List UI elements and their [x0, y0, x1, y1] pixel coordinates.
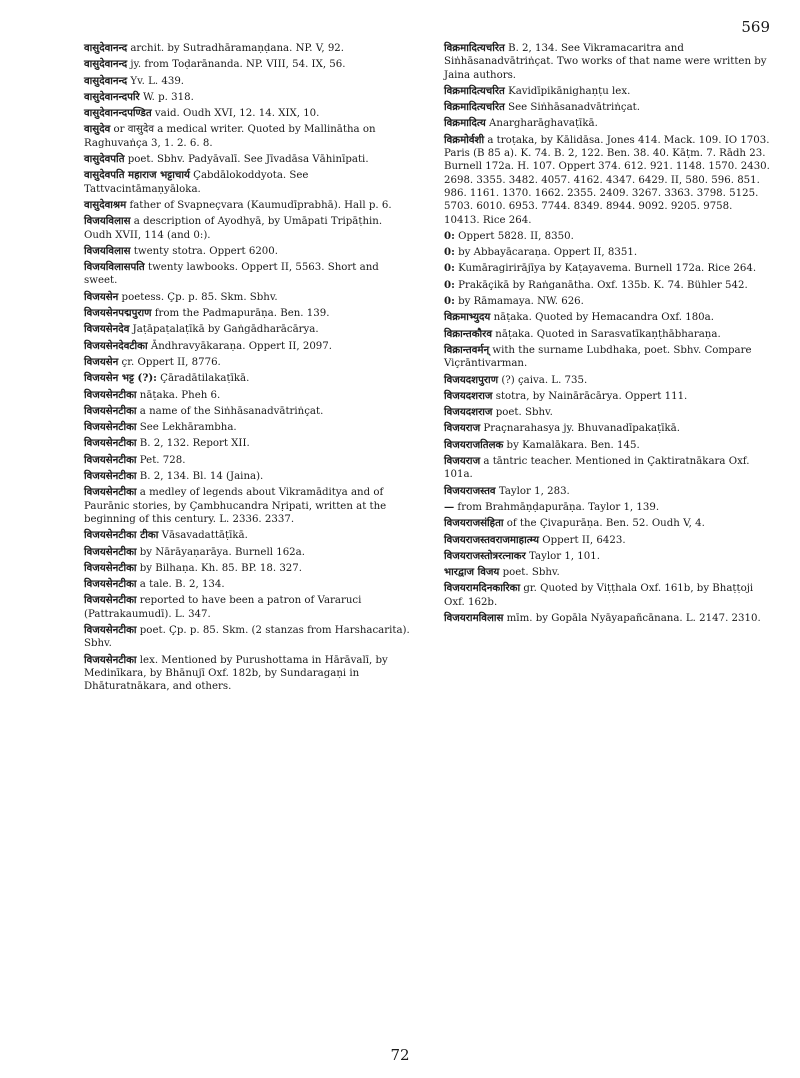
- entry-text: or वासुदेव a medical writer. Quoted by Mallinātha on Raghuvaṅça 3, 1. 2. 6. 8.: [84, 124, 376, 149]
- dictionary-entry: [444, 344, 770, 371]
- dictionary-entry: [84, 546, 410, 559]
- dictionary-entry: [444, 42, 770, 82]
- dictionary-entry: [444, 279, 770, 292]
- dictionary-entry: [84, 389, 410, 402]
- entry-headword: विजयराजस्तोत्ररत्नाकर: [444, 549, 526, 562]
- entry-headword: विक्रान्तवर्मन्: [444, 343, 490, 356]
- entry-text: poet. Sbhv.: [499, 567, 560, 579]
- entry-headword: विजयसेनटीका: [84, 545, 137, 558]
- entry-headword: विजयसेनटीका: [84, 653, 137, 666]
- dictionary-entry: [84, 356, 410, 369]
- dictionary-entry: [444, 85, 770, 98]
- entry-text: by Abbayācaraṇa. Oppert II, 8351.: [454, 247, 638, 259]
- entry-headword: विजयसेन: [84, 355, 119, 368]
- entry-text: nāṭaka. Pheh 6.: [136, 389, 221, 401]
- entry-headword: भारद्वाज विजय: [444, 566, 500, 579]
- entry-text: father of Svapneçvara (Kaumudīprabhā). Hall p. 6.: [126, 199, 392, 211]
- entry-headword: वासुदेवानन्दपरि: [84, 90, 140, 103]
- entry-text: poetess. Çp. p. 85. Skm. Sbhv.: [118, 291, 278, 303]
- entry-headword: विजयसेनपद्मपुराण: [84, 307, 152, 320]
- entry-text: B. 2, 134. Bl. 14 (Jaina).: [136, 471, 264, 483]
- entry-text: (?) çaiva. L. 735.: [498, 374, 588, 386]
- dictionary-entry: [444, 230, 770, 243]
- entry-text: B. 2, 134. See Vikramacaritra and Siṅhāsanadvātriṅçat. Two works of that name were written by Jaina authors.: [444, 43, 767, 81]
- entry-headword: विजयदशपुराण: [444, 373, 499, 386]
- entry-headword: विजयविलासपति: [84, 261, 145, 274]
- dictionary-entry: [444, 246, 770, 259]
- entry-text: from Brahmāṇḍapurāṇa. Taylor 1, 139.: [454, 501, 660, 513]
- entry-headword: विजयसेनटीका: [84, 561, 137, 574]
- entry-headword: विजयसेनटीका: [84, 594, 137, 607]
- entry-text: Çabdālokoddyota. See Tattvacintāmaṇyāloka.: [84, 170, 309, 195]
- dictionary-entry: [444, 566, 770, 579]
- entry-text: Kumāragirirājīya by Kaṭayavema. Burnell 172a. Rice 264.: [454, 263, 757, 275]
- entry-text: a name of the Siṅhāsanadvātriṅçat.: [136, 405, 324, 417]
- entry-headword: वासुदेवपति: [84, 153, 125, 166]
- entry-headword: विजयराजसंहिता: [444, 517, 504, 530]
- entry-text: Taylor 1, 101.: [525, 550, 600, 562]
- entry-headword: वासुदेवानन्द: [84, 42, 128, 54]
- entry-headword: विक्रमोर्वशी: [444, 133, 485, 146]
- dictionary-entry: [84, 58, 410, 71]
- entry-headword: विजयसेनदेव: [84, 323, 130, 336]
- right-column: [444, 42, 770, 1030]
- dictionary-entry: [84, 624, 410, 651]
- entry-headword: विजयदशराज: [444, 389, 493, 402]
- entry-text: B. 2, 132. Report XII.: [136, 438, 250, 450]
- entry-headword: विजयसेनटीका: [84, 388, 137, 401]
- entry-text: Oppert II, 6423.: [539, 534, 626, 546]
- entry-text: See Siṅhāsanadvātriṅçat.: [504, 102, 640, 114]
- entry-text: gr. Quoted by Viṭṭhala Oxf. 161b, by Bhaṭṭoji Oxf. 162b.: [444, 583, 754, 608]
- dictionary-entry: [444, 295, 770, 308]
- entry-text: Kavidīpikānighaṇṭu lex.: [504, 85, 631, 97]
- entry-headword: विक्रान्तकौरव: [444, 327, 493, 340]
- entry-text: Oppert 5828. II, 8350.: [454, 230, 574, 242]
- entry-headword: विजयदशराज: [444, 406, 493, 419]
- entry-headword: वासुदेव: [84, 123, 111, 136]
- entry-text: Taylor 1, 283.: [495, 485, 570, 497]
- entry-text: Yv. L. 439.: [127, 75, 185, 87]
- entry-text: poet. Sbhv.: [492, 407, 553, 419]
- dictionary-entry: [84, 42, 410, 55]
- entry-headword: विजयराज: [444, 422, 481, 435]
- dictionary-entry: [84, 529, 410, 542]
- dictionary-entry: [84, 421, 410, 434]
- entry-text: by Kamalākara. Ben. 145.: [503, 439, 640, 451]
- entry-headword: 0:: [444, 229, 455, 242]
- entry-headword: विजयराजतिलक: [444, 438, 504, 451]
- entry-text: Vāsavadattāṭīkā.: [158, 530, 248, 542]
- two-column-body: [84, 42, 770, 1030]
- entry-headword: —: [444, 500, 455, 513]
- dictionary-entry: [84, 123, 410, 150]
- dictionary-entry: [84, 454, 410, 467]
- dictionary-entry: [444, 582, 770, 609]
- entry-headword: वासुदेवपति महाराज भट्टाचार्य: [84, 169, 190, 182]
- entry-headword: विजयसेनटीका: [84, 421, 137, 434]
- entry-headword: विजयसेनटीका: [84, 470, 137, 483]
- dictionary-entry: [444, 612, 770, 625]
- dictionary-entry: [84, 405, 410, 418]
- page-number: 569: [741, 18, 770, 36]
- entry-text: Prakāçikā by Raṅganātha. Oxf. 135b. K. 74. Bühler 542.: [454, 279, 748, 291]
- dictionary-entry: [84, 75, 410, 88]
- entry-headword: विजयरामविलास: [444, 611, 504, 624]
- dictionary-entry: [84, 153, 410, 166]
- entry-headword: वासुदेवाश्रम: [84, 198, 127, 211]
- dictionary-entry: [444, 311, 770, 324]
- dictionary-entry: [444, 117, 770, 130]
- entry-headword: 0:: [444, 262, 455, 275]
- entry-headword: विजयविलास: [84, 215, 131, 228]
- dictionary-entry: [84, 307, 410, 320]
- entry-headword: वासुदेवानन्द: [84, 58, 128, 71]
- entry-headword: विजयसेन भट्ट (?):: [84, 372, 157, 385]
- entry-text: reported to have been a patron of Vararuci (Pattrakaumudī). L. 347.: [84, 595, 362, 620]
- dictionary-entry: [444, 390, 770, 403]
- entry-text: a troṭaka, by Kālidāsa. Jones 414. Mack. 109. IO 1703. Paris (B 85 a). K. 74. B. 2, 122. Ben. 38. 40. Kāṭm. 7. Rādh 23. Burnell 172a. H. 107. Oppert 374. 612. 921. 1148. 1570. 2430. 2698. 3355. 3482. 4057. 4162. 4347. 6429. II, 580. 596. 851. 986. 1161. 1370. 1662. 2355. 2409. 3267. 3363. 3798. 5125. 5703. 6010. 6953. 7744. 8349. 8944. 9092. 9205. 9758. 10413. Rice 264.: [444, 134, 770, 226]
- entry-text: mīm. by Gopāla Nyāyapañcānana. L. 2147. 2310.: [503, 612, 761, 624]
- entry-text: poet. Sbhv. Padyāvalī. See Jīvadāsa Vāhinīpati.: [124, 154, 369, 166]
- entry-text: Jaṭāpaṭalaṭīkā by Gaṅgādharācārya.: [129, 324, 319, 336]
- left-column: [84, 42, 410, 1030]
- dictionary-entry: [84, 654, 410, 694]
- entry-headword: 0:: [444, 295, 455, 308]
- dictionary-entry: [84, 372, 410, 385]
- entry-headword: 0:: [444, 246, 455, 259]
- dictionary-entry: [444, 328, 770, 341]
- dictionary-entry: [84, 199, 410, 212]
- dictionary-entry: [444, 374, 770, 387]
- entry-headword: विजयराजस्तव: [444, 484, 496, 497]
- entry-headword: विजयराज: [444, 455, 481, 468]
- dictionary-entry: [84, 486, 410, 526]
- dictionary-entry: [84, 291, 410, 304]
- entry-text: twenty stotra. Oppert 6200.: [130, 245, 279, 257]
- entry-headword: विक्रमादित्यचरित: [444, 101, 505, 114]
- entry-text: Çāradātilakaṭīkā.: [156, 373, 250, 385]
- entry-text: vaid. Oudh XVI, 12. 14. XIX, 10.: [151, 108, 320, 120]
- entry-text: a description of Ayodhyā, by Umāpati Tripāṭhin. Oudh XVII, 114 (and 0:).: [84, 216, 383, 241]
- dictionary-entry: [444, 501, 770, 514]
- entry-headword: विजयसेनटीका: [84, 404, 137, 417]
- entry-text: poet. Çp. p. 85. Skm. (2 stanzas from Harshacarita). Sbhv.: [84, 624, 410, 650]
- entry-text: stotra, by Nainārācārya. Oppert 111.: [492, 390, 688, 402]
- dictionary-entry: [444, 101, 770, 114]
- entry-text: Pet. 728.: [136, 454, 186, 466]
- entry-headword: विक्रमाभ्युदय: [444, 311, 491, 324]
- dictionary-entry: [444, 422, 770, 435]
- entry-headword: विजयसेन: [84, 290, 119, 303]
- entry-headword: 0:: [444, 278, 455, 291]
- dictionary-entry: [84, 323, 410, 336]
- entry-text: with the surname Lubdhaka, poet. Sbhv. Compare Viçrāntivarman.: [444, 344, 752, 370]
- entry-text: from the Padmapurāṇa. Ben. 139.: [151, 308, 330, 320]
- entry-text: by Rāmamaya. NW. 626.: [454, 296, 584, 308]
- entry-text: by Bilhaṇa. Kh. 85. BP. 18. 327.: [136, 562, 303, 574]
- entry-headword: विक्रमादित्यचरित: [444, 42, 505, 54]
- entry-text: nāṭaka. Quoted by Hemacandra Oxf. 180a.: [490, 312, 714, 324]
- dictionary-entry: [444, 262, 770, 275]
- dictionary-entry: [84, 562, 410, 575]
- dictionary-entry: [84, 578, 410, 591]
- entry-headword: विक्रमादित्य: [444, 117, 486, 130]
- entry-text: a medley of legends about Vikramāditya and of Paurānic stories, by Çambhucandra Nṛipati, written at the beginning of this century. L. 2336. 2337.: [84, 487, 387, 525]
- entry-headword: विजयसेनटीका: [84, 578, 137, 591]
- entry-text: of the Çivapurāṇa. Ben. 52. Oudh V, 4.: [503, 518, 705, 530]
- dictionary-entry: [84, 91, 410, 104]
- entry-headword: विजयरामदिनकारिका: [444, 582, 521, 595]
- entry-headword: विजयसेनटीका: [84, 437, 137, 450]
- dictionary-entry: [84, 107, 410, 120]
- dictionary-entry: [444, 455, 770, 482]
- dictionary-entry: [84, 594, 410, 621]
- entry-text: a tale. B. 2, 134.: [136, 579, 225, 591]
- entry-text: See Lekhārambha.: [136, 422, 237, 434]
- entry-headword: विजयसेनटीका: [84, 623, 137, 636]
- entry-text: nāṭaka. Quoted in Sarasvatīkaṇṭhābharaṇa.: [492, 328, 721, 340]
- dictionary-entry: [84, 470, 410, 483]
- entry-headword: विक्रमादित्यचरित: [444, 84, 505, 97]
- dictionary-entry: [444, 406, 770, 419]
- dictionary-entry: [444, 134, 770, 227]
- dictionary-entry: [84, 215, 410, 242]
- dictionary-entry: [444, 439, 770, 452]
- dictionary-entry: [84, 169, 410, 196]
- dictionary-entry: [84, 245, 410, 258]
- dictionary-entry: [84, 261, 410, 288]
- entry-headword: विजयराजस्तवराजमाहात्म्य: [444, 533, 539, 546]
- entry-headword: वासुदेवानन्द: [84, 74, 128, 87]
- dictionary-entry: [84, 340, 410, 353]
- dictionary-entry: [444, 550, 770, 563]
- footer-signature-number: 72: [390, 1046, 410, 1064]
- dictionary-entry: [444, 517, 770, 530]
- entry-headword: विजयसेनटीका: [84, 453, 137, 466]
- entry-text: çr. Oppert II, 8776.: [118, 356, 221, 368]
- entry-text: by Nārāyaṇarāya. Burnell 162a.: [136, 546, 305, 558]
- entry-headword: विजयसेनटीका टीका: [84, 529, 159, 542]
- entry-text: twenty lawbooks. Oppert II, 5563. Short and sweet.: [84, 262, 379, 287]
- entry-text: lex. Mentioned by Purushottama in Hārāvalī, by Medinīkara, by Bhānujī Oxf. 182b, by Sundaragaṇi in Dhāturatnākara, and others.: [84, 654, 388, 693]
- dictionary-entry: [444, 534, 770, 547]
- entry-text: Anargharāghavaṭīkā.: [485, 118, 598, 130]
- entry-text: Praçnarahasya jy. Bhuvanadīpakaṭīkā.: [480, 423, 680, 435]
- entry-headword: वासुदेवानन्दपण्डित: [84, 107, 152, 120]
- entry-text: W. p. 318.: [139, 91, 194, 103]
- dictionary-entry: [444, 485, 770, 498]
- entry-headword: विजयसेनदेवटीका: [84, 339, 148, 352]
- entry-text: Āndhravyākaraṇa. Oppert II, 2097.: [147, 340, 333, 352]
- dictionary-entry: [84, 437, 410, 450]
- entry-headword: विजयविलास: [84, 244, 131, 257]
- entry-text: a tāntric teacher. Mentioned in Çaktiratnākara Oxf. 101a.: [444, 456, 750, 481]
- entry-text: jy. from Toḍarānanda. NP. VIII, 54. IX, 56.: [127, 59, 346, 71]
- entry-headword: विजयसेनटीका: [84, 486, 137, 499]
- entry-text: archit. by Sutradhāramaṇḍana. NP. V, 92.: [127, 43, 345, 54]
